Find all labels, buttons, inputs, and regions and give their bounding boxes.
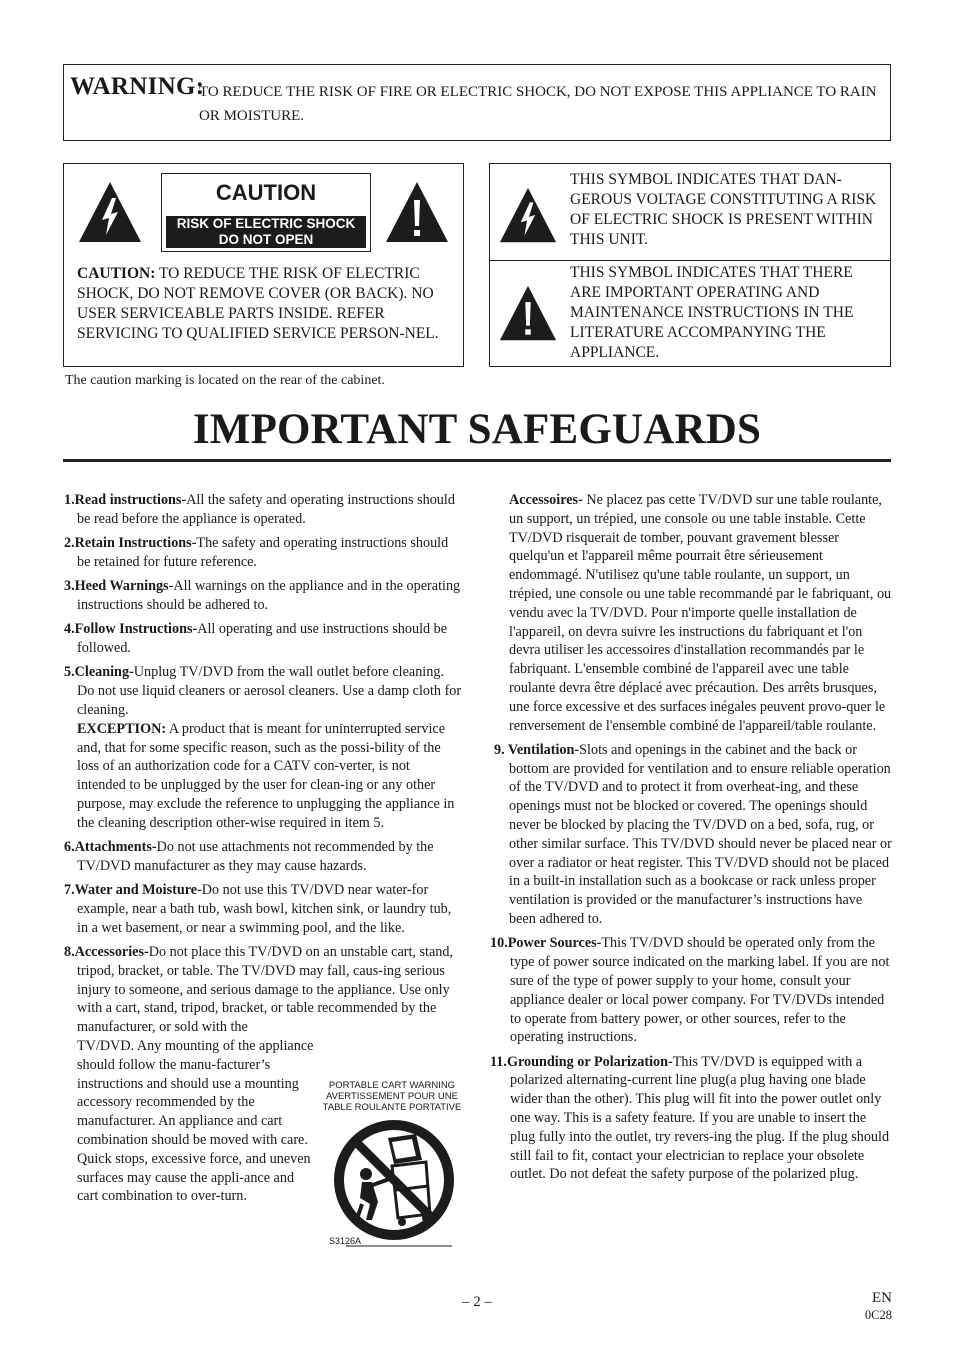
caution-text	[77, 264, 457, 344]
caution-label	[161, 173, 371, 252]
exclamation-symbol-icon	[498, 284, 558, 342]
item-cleaning: 5.Cleaning-Unplug TV/DVD from the wall outlet before cleaning. Do not use liquid cleaners or aerosol cleaners. Use a damp cloth for cleaning.	[64, 664, 462, 718]
item-ventilation: 9. Ventilation-Slots and openings in the cabinet and the back or bottom are provided for ventilation and to ensure reliable operation of the TV/DVD and to protect it from overheat-ing, and these openings must not be blocked or covered. The openings should never be blocked by placing the TV/DVD on a bed, sofa, rug, or other similar surface. This TV/DVD should never be placed near or over a radiator or heat register. This TV/DVD should not be placed in a built-in installation such as a bookcase or rack unless proper ventilation is provided or the manufacturer’s instructions have been adhered to.	[494, 741, 892, 928]
cart-code: S3126A	[329, 1236, 362, 1246]
item-accessories-mounting: TV/DVD. Any mounting of the appliance should follow the manu-facturer’s instructions and should use a mounting accessory recommended by the manufacturer. An appliance and cart combination should be moved with care.	[77, 1038, 314, 1148]
warning-box	[63, 64, 891, 141]
cart-caption-1: PORTABLE CART WARNING	[328, 1080, 456, 1091]
item-cleaning-exception: EXCEPTION: A product that is meant for uninterrupted service and, that for some specific reason, such as the possi-bility of the loss of an authorization code for a CATV con-verter, is not intended to be unplugged by the user for clean-ing or any other purpose, may exclude the reference to unplugging the appliance in the cleaning description other-wise required in item 5.	[77, 720, 455, 831]
caution-note: The caution marking is located on the rear of the cabinet.	[65, 373, 385, 388]
language-code: EN	[872, 1290, 892, 1306]
item-follow-instructions: 4.Follow Instructions-All operating and use instructions should be followed.	[64, 621, 448, 657]
lightning-symbol-text: THIS SYMBOL INDICATES THAT DAN-GEROUS VOLTAGE CONSTITUTING A RISK OF ELECTRIC SHOCK IS PRESENT WITHIN THIS UNIT.	[570, 171, 877, 248]
title-rule	[63, 459, 891, 462]
item-read-instructions: 1.Read instructions-All the safety and operating instructions should be read before the appliance is operated.	[64, 492, 455, 527]
lightning-symbol-icon	[498, 186, 558, 244]
item-retain-instructions: 2.Retain Instructions-The safety and operating instructions should be retained for future reference.	[64, 535, 449, 570]
caution-bar-line1: RISK OF ELECTRIC SHOCK	[176, 216, 356, 231]
item-accessories: 8.Accessories-Do not place this TV/DVD on an unstable cart, stand, tripod, bracket, or table. The TV/DVD may fall, caus-ing serious injury to someone, and serious damage to the appliance. Use only with a cart, stand, tripod, bracket, or table recommended by the manufacturer, or sold with the	[64, 944, 454, 1036]
exclamation-symbol-text: THIS SYMBOL INDICATES THAT THERE ARE IMPORTANT OPERATING AND MAINTENANCE INSTRUCTIONS IN THE LITERATURE ACCOMPANYING THE APPLIANCE.	[570, 264, 854, 361]
item-attachments: 6.Attachments-Do not use attachments not recommended by the TV/DVD manufacturer as they may cause hazards.	[64, 839, 434, 874]
cart-caption-2: AVERTISSEMENT POUR UNE	[326, 1091, 458, 1102]
item-accessories-quick-stops: Quick stops, excessive force, and uneven surfaces may cause the appli-ance and cart combination to over-turn.	[77, 1150, 311, 1205]
cart-caption-3: TABLE ROULANTE PORTATIVE	[322, 1102, 462, 1113]
symbol-explanation-box	[489, 163, 891, 367]
caution-text-body: TO REDUCE THE RISK OF ELECTRIC SHOCK, DO NOT REMOVE COVER (OR BACK). NO USER SERVICEABLE PARTS INSIDE. REFER SERVICING TO QUALIFIED SERVICE PERSON-NEL.	[77, 265, 439, 342]
exclamation-warning-icon	[384, 180, 450, 244]
page-title: IMPORTANT SAFEGUARDS	[192, 406, 762, 453]
item-water-moisture: 7.Water and Moisture-Do not use this TV/DVD near water-for example, near a bath tub, wash bowl, kitchen sink, or laundry tub, in a wet basement, or near a swimming pool, and the like.	[64, 882, 452, 936]
warning-text: TO REDUCE THE RISK OF FIRE OR ELECTRIC SHOCK, DO NOT EXPOSE THIS APPLIANCE TO RAIN OR MOISTURE.	[199, 84, 877, 124]
item-accessoires-fr: Accessoires- Ne placez pas cette TV/DVD sur une table roulante, un support, un trépied, une console ou une table instable. Cette TV/DVD risquerait de tomber, pouvant gravement blesser quelqu'un et l'appareil même pourrait être sérieusement endommagé. N'utilisez qu'une table roulante, un support, un trépied, une console ou une table recommandé par le fabriquant, ou vendu avec la TV/DVD. Pour n'importe quelle installation de l'appareil, on devra suivre les instructions du fabriquant et l'on devra utiliser les accessoires d'installation recommandés par le fabriquant. L'ensemble combiné de l'appareil avec une table roulante devra être déplacé avec précaution. Des arrêts brusques, une force excessive et des surfaces inégales peuvent provo-quer le renversement de l'ensemble combiné de l'appareil/table roulante.	[509, 492, 892, 734]
cart-tip-over-icon	[326, 1118, 456, 1248]
symbol-row-lightning	[490, 164, 890, 261]
warning-lead: WARNING:	[70, 73, 205, 100]
item-power-sources: 10.Power Sources-This TV/DVD should be operated only from the type of power source indicated on the marking label. If you are not sure of the type of power supply to your home, consult your appliance dealer or local power company. For TV/DVDs intended to operate from battery power, or other sources, refer to the operating instructions.	[490, 935, 890, 1046]
item-grounding-polarization: 11.Grounding or Polarization-This TV/DVD is equipped with a polarized alternating-current line plug(a plug having one blade wider than the other). This plug will fit into the power outlet only one way. This is a safety feature. If you are unable to insert the plug fully into the outlet, try revers-ing the plug. If the plug should still fail to fit, contact your electrician to replace your obsolete outlet. Do not defeat the safety purpose of the polarized plug.	[490, 1053, 890, 1183]
caution-text-lead: CAUTION:	[77, 265, 156, 282]
page-number: – 2 –	[462, 1294, 492, 1310]
item-heed-warnings: 3.Heed Warnings-All warnings on the appliance and in the operating instructions should be adhered to.	[64, 578, 461, 613]
caution-word: CAUTION	[215, 180, 317, 205]
caution-bar-line2: DO NOT OPEN	[218, 232, 314, 247]
caution-box	[63, 163, 464, 367]
document-code: 0C28	[864, 1308, 892, 1322]
right-column	[490, 491, 892, 1190]
portable-cart-warning-figure	[316, 1080, 468, 1250]
lightning-warning-icon	[77, 180, 143, 244]
caution-bar	[166, 216, 366, 248]
